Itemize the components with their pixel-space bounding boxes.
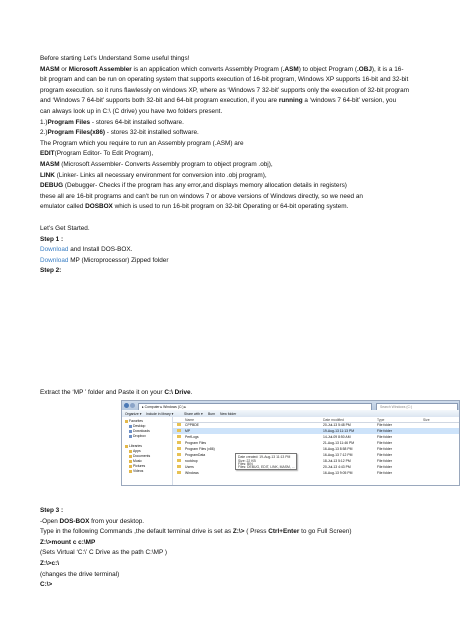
toolbar-include: Include in library ▾ <box>146 411 174 416</box>
intro-line-14: these all are 16-bit programs and can't be run on windows 7 or above versions of Windows directly, so we need an <box>40 192 363 200</box>
file-list-header: Name Date modified Type Size <box>173 417 459 423</box>
forward-icon <box>130 403 135 408</box>
get-started-line: Let’s Get Started. <box>40 224 90 232</box>
path-field: ▸ Computer ▸ Windows (C:) ▸ <box>138 403 372 411</box>
nav-apps: Apps <box>129 449 141 453</box>
program-files-line: 1.)Program Files - stores 64-bit installed software. <box>40 118 184 126</box>
step-2-body <box>40 388 460 399</box>
nav-videos: Videos <box>129 469 143 473</box>
mount-command: Z:\>mount c c:\MP <box>40 538 96 546</box>
explorer-screenshot <box>121 400 460 486</box>
type-commands-line: Type in the following Commands ,the default terminal drive is set as Z:\> ( Press Ctrl+Enter to go Full Screen) <box>40 528 352 536</box>
open-dosbox-line: -Open DOS-BOX from your desktop. <box>40 517 145 525</box>
link-line: LINK (Linker- Links all necessary environment for conversion into .obj program), <box>40 171 267 179</box>
edit-line: EDIT(Program Editor- To Edit Program), <box>40 150 154 158</box>
toolbar-new-folder: New folder <box>220 411 237 416</box>
file-row-users: Users 20-Jul-13 4:43 PM File folder <box>173 464 459 470</box>
change-drive-note: (changes the drive terminal) <box>40 570 120 578</box>
file-row-programdata: ProgramData 16-Aug-13 7:12 PM File folder <box>173 452 459 458</box>
file-row-windows: Windows 16-Aug-13 9:05 PM File folder <box>173 470 459 476</box>
nav-pictures: Pictures <box>129 464 145 468</box>
intro-line-6: can always look up in C:\ (C drive) you have two folders present. <box>40 107 223 115</box>
address-bar <box>122 401 459 410</box>
nav-pane <box>122 417 173 485</box>
file-row-rootdrop: rootdrop 18-Jul-13 5:12 PM File folder <box>173 458 459 464</box>
file-row-mp: MP 19-Aug-13 11:13 PM File folder <box>173 428 459 434</box>
intro-line-9: The Program which you require to run an Assembly program (.ASM) are <box>40 139 244 147</box>
download-dosbox-link[interactable]: Download <box>40 246 69 254</box>
intro-line-5: and ‘Windows 7 64-bit’ supports both 32-bit and 64-bit program execution, if you are running a ‘windows 7 64-bit’ version, you <box>40 97 397 105</box>
step-2-heading: Step 2: <box>40 267 62 275</box>
mount-note: (Sets Virtual ‘C:\’ C Drive as the path C:\MP ) <box>40 549 168 557</box>
download-mp-line: Download MP (Microprocessor) Zipped folder <box>40 256 169 264</box>
download-dosbox-line: Download and Install DOS-BOX. <box>40 246 133 254</box>
program-files-x86-line: 2.)Program Files(x86) - stores 32-bit installed software. <box>40 129 199 137</box>
search-field: Search Windows (C:) <box>376 403 458 411</box>
dosbox-line: emulator called DOSBOX which is used to run 16-bit program on 32-bit Operating or 64-bit operating system. <box>40 203 349 211</box>
nav-desktop: Desktop <box>129 424 145 428</box>
intro-line-2: MASM or Microsoft Assembler is an application which converts Assembly Program (.ASM) to object Program (.OBJ), it is a 16- <box>40 65 404 73</box>
debug-line: DEBUG (Debugger- Checks if the program has any error,and displays memory allocation details in registers) <box>40 182 347 190</box>
file-list <box>173 417 459 485</box>
step-3-body <box>40 506 460 591</box>
file-row-perflogs: PerfLogs 14-Jul-09 8:50 AM File folder <box>173 434 459 440</box>
nav-dropbox: Dropbox <box>129 434 146 438</box>
intro-line-4: program execution. so it runs flawlessly on windows XP, where as ‘Windows 7 32-bit’ supports only the execution of 32-bit program <box>40 86 410 94</box>
nav-music: Music <box>129 459 142 463</box>
step-3-heading: Step 3 : <box>40 507 64 514</box>
file-row-cppbde: CPPBDE 20-Jul-13 5:48 PM File folder <box>173 422 459 428</box>
masm-line: MASM (Microsoft Assembler- Converts Assembly program to object program .obj), <box>40 160 273 168</box>
nav-libraries: Libraries <box>125 444 142 448</box>
mp-tooltip: Date created: 19-Aug-13 11:13 PM Size: 22 KB Files: BIN Files: DEBUG, EDIT, LINK, MASM, ... <box>235 453 297 470</box>
file-row-program-files-x86: Program Files (x86) 16-Aug-13 8:58 PM File folder <box>173 446 459 452</box>
c-prompt: C:\> <box>40 581 53 589</box>
download-mp-link[interactable]: Download <box>40 256 69 264</box>
toolbar-organize: Organize ▾ <box>125 411 142 416</box>
back-icon <box>124 403 129 408</box>
change-drive-command: Z:\>c:\ <box>40 559 59 567</box>
intro-line-1: Before starting Let’s Understand Some useful things! <box>40 55 190 62</box>
file-row-program-files: Program Files 21-Aug-13 11:46 PM File folder <box>173 440 459 446</box>
nav-documents: Documents <box>129 454 150 458</box>
nav-favorites: Favorites <box>125 419 143 423</box>
nav-downloads: Downloads <box>129 429 150 433</box>
toolbar-burn: Burn <box>208 411 216 416</box>
document-body <box>40 54 460 277</box>
step-1-heading: Step 1 : <box>40 235 64 243</box>
extract-line: Extract the ‘MP ’ folder and Paste it on your C:\ Drive. <box>40 389 193 396</box>
intro-line-3: bit program and can be run on operating system that supports execution of 16-bit program, Windows XP supports 16-bit and 32-bit <box>40 76 409 84</box>
toolbar-share: Share with ▾ <box>184 411 203 416</box>
